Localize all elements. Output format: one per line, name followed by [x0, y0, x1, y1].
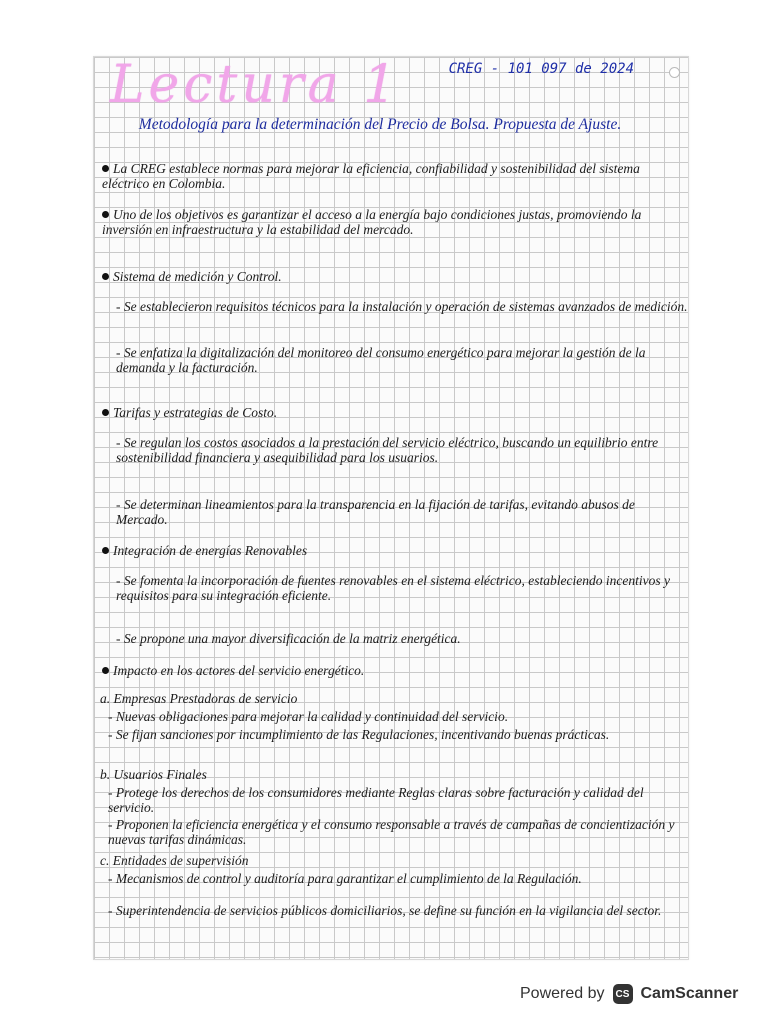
note-item: - Se regulan los costos asociados a la prestación del servicio eléctrico, buscando un equilibrio entre sostenibilidad financiera y asequibilidad para los usuarios.: [116, 435, 659, 465]
powered-by-label: Powered by: [520, 985, 605, 1002]
note-item: - Se fijan sanciones por incumplimiento de las Regulaciones, incentivando buenas prácticas.: [108, 727, 610, 742]
note-item: - Proponen la eficiencia energética y el consumo responsable a través de campañas de concientización y nuevas tarifas dinámicas.: [108, 817, 675, 847]
note-item: - Nuevas obligaciones para mejorar la calidad y continuidad del servicio.: [108, 709, 509, 724]
note-item: b. Usuarios Finales: [100, 767, 207, 782]
bullet-icon: [102, 165, 109, 172]
camscanner-brand: CamScanner: [640, 985, 739, 1002]
note-item: c. Entidades de supervisión: [100, 853, 249, 868]
note-item: - Se propone una mayor diversificación de la matriz energética.: [116, 631, 461, 646]
note-item: Integración de energías Renovables: [94, 543, 688, 558]
note-item: - Mecanismos de control y auditoría para garantizar el cumplimiento de la Regulación.: [108, 871, 582, 886]
note-item: Impacto en los actores del servicio energético.: [94, 663, 688, 678]
binder-hole: [669, 67, 680, 78]
note-item: a. Empresas Prestadoras de servicio: [100, 691, 298, 706]
note-item: Sistema de medición y Control.: [94, 269, 688, 284]
note-item: - Superintendencia de servicios públicos domiciliarios, se define su función en la vigilancia del sector.: [108, 903, 662, 918]
bullet-icon: [102, 409, 109, 416]
note-item: - Se establecieron requisitos técnicos para la instalación y operación de sistemas avanzados de medición.: [116, 299, 688, 314]
bullet-icon: [102, 273, 109, 280]
camscanner-logo-icon: CS: [613, 984, 633, 1004]
bullet-icon: [102, 667, 109, 674]
note-item: - Se fomenta la incorporación de fuentes renovables en el sistema eléctrico, estableciendo incentivos y requisitos para su integración eficiente.: [116, 573, 670, 603]
resolution-reference: CREG - 101 097 de 2024: [448, 61, 634, 77]
note-item: La CREG establece normas para mejorar la eficiencia, confiabilidad y sostenibilidad del sistema eléctrico en Colombia.: [102, 161, 640, 191]
note-item: - Protege los derechos de los consumidores mediante Reglas claras sobre facturación y calidad del servicio.: [108, 785, 644, 815]
bullet-icon: [102, 547, 109, 554]
page-title: Lectura 1: [110, 55, 401, 115]
note-item: Tarifas y estrategias de Costo.: [94, 405, 688, 420]
camscanner-watermark: [520, 984, 738, 1004]
page-subtitle: Metodología para la determinación del Precio de Bolsa. Propuesta de Ajuste.: [138, 116, 622, 133]
notebook-page: [93, 56, 689, 960]
note-item: - Se determinan lineamientos para la transparencia en la fijación de tarifas, evitando abusos de Mercado.: [116, 497, 635, 527]
bullet-icon: [102, 211, 109, 218]
note-item: Uno de los objetivos es garantizar el acceso a la energía bajo condiciones justas, promoviendo la inversión en infraestructura y la estabilidad del mercado.: [102, 207, 642, 237]
note-item: - Se enfatiza la digitalización del monitoreo del consumo energético para mejorar la gestión de la demanda y la facturación.: [116, 345, 646, 375]
